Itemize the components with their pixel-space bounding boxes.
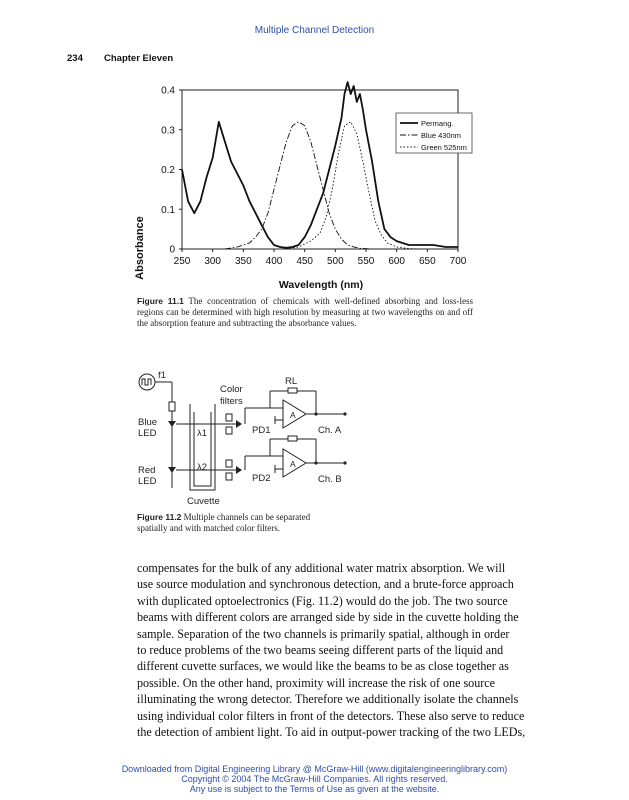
text-line: the detection of ambient light. To aid in output-power tracking of the two LEDs, xyxy=(137,725,526,740)
figure-11-2-caption xyxy=(137,512,352,534)
text-line: use source modulation and synchronous detection, and a brute-force approach xyxy=(137,577,514,592)
text-line: compensates for the bulk of any additional water matrix absorption. We will xyxy=(137,561,506,575)
color-filters-label-2: filters xyxy=(220,396,243,407)
footer-download-link[interactable]: Downloaded from Digital Engineering Library @ McGraw-Hill (www.digitalengineeringlibrary.com) xyxy=(121,764,508,774)
page-number: 234 xyxy=(67,53,83,64)
x-tick-label: 350 xyxy=(234,256,252,267)
y-tick-label: 0.4 xyxy=(161,85,175,97)
feedback-resistor-a xyxy=(288,388,297,393)
y-tick-label: 0 xyxy=(169,244,175,256)
red-led-label-2: LED xyxy=(138,476,157,487)
text-line: using individual color filters in front of the detectors. These also serve to reduce xyxy=(137,708,525,723)
series-line-1 xyxy=(225,122,372,249)
chapter-title: Chapter Eleven xyxy=(104,53,174,64)
caption-line: spatially and with matched color filters. xyxy=(137,523,280,533)
y-axis-label: Absorbance xyxy=(134,216,146,280)
feedback-resistor-b xyxy=(288,436,297,441)
x-tick-label: 650 xyxy=(418,256,436,267)
x-tick-label: 700 xyxy=(449,256,467,267)
x-tick-label: 450 xyxy=(296,256,314,267)
f1-label: f1 xyxy=(158,370,166,381)
photodiode-1-icon xyxy=(236,420,242,428)
y-tick-label: 0.2 xyxy=(161,165,175,176)
text-line: with duplicated optoelectronics (Fig. 11.2) would do the job. The two source xyxy=(137,593,508,608)
x-tick-label: 250 xyxy=(173,256,191,267)
caption-line: at two wavelengths on and off the absorption feature and subtracting the xyxy=(137,307,473,328)
body-paragraph xyxy=(137,560,572,740)
color-filter-1b xyxy=(226,427,232,434)
running-header: Multiple Channel Detection xyxy=(254,25,375,36)
blue-led-label: Blue xyxy=(138,417,158,428)
amp-a-label: A xyxy=(290,410,296,420)
color-filters-label: Color xyxy=(220,384,243,395)
x-tick-label: 550 xyxy=(357,256,375,267)
cuvette-label: Cuvette xyxy=(187,496,220,507)
color-filter-2b xyxy=(226,473,232,480)
chart-legend xyxy=(396,113,472,153)
channel-a-label: Ch. A xyxy=(318,425,342,436)
x-tick-label: 600 xyxy=(388,256,406,267)
figure-11-1-label: Figure 11.1 xyxy=(137,296,184,306)
caption-line: and loss-less regions can be determined with high resolution by measuring xyxy=(137,296,473,317)
two-channel-circuit-diagram xyxy=(130,364,360,512)
legend-label: Permang. xyxy=(421,119,454,128)
caption-line: absorbance values. xyxy=(288,318,357,328)
footer-copyright: Copyright © 2004 The McGraw-Hill Companies. All rights reserved. xyxy=(181,774,448,784)
led-resistor xyxy=(169,402,175,411)
x-tick-label: 400 xyxy=(265,256,283,267)
pd1-label: PD1 xyxy=(252,425,271,436)
figure-11-2-label: Figure 11.2 xyxy=(137,512,182,522)
color-filter-1 xyxy=(226,414,232,421)
absorbance-chart xyxy=(130,80,480,295)
pd2-label: PD2 xyxy=(252,473,271,484)
lambda-1-label: λ1 xyxy=(197,428,208,439)
text-line: illuminating the wrong detector. Therefore we additionally isolate the channels xyxy=(137,692,519,707)
text-line: different cuvette surfaces, we would like the beams to be as close together as xyxy=(137,659,509,674)
caption-line: Multiple channels can be separated xyxy=(183,512,311,522)
photodiode-2-icon xyxy=(236,466,242,474)
x-axis-label: Wavelength (nm) xyxy=(278,279,364,291)
red-led-label: Red xyxy=(138,465,156,476)
color-filter-2 xyxy=(226,460,232,467)
figure-11-1-caption xyxy=(137,296,473,329)
footer-terms: Any use is subject to the Terms of Use as given at the website. xyxy=(189,784,440,794)
series-line-0 xyxy=(182,82,458,248)
channel-b-label: Ch. B xyxy=(318,474,342,485)
oscillator-icon xyxy=(139,374,155,390)
y-tick-label: 0.3 xyxy=(161,125,175,137)
chart-series-group xyxy=(182,82,458,249)
legend-label: Green 525nm xyxy=(421,143,467,152)
x-tick-label: 500 xyxy=(326,256,344,267)
caption-line: The concentration of chemicals with well-defined absorbing xyxy=(188,296,421,306)
x-tick-label: 300 xyxy=(204,256,222,267)
rl-label: RL xyxy=(285,376,298,387)
text-line: to reduce problems of the two beams seeing different parts of the liquid and xyxy=(137,643,504,658)
lambda-2-label: λ2 xyxy=(197,462,208,473)
text-line: possible. On the other hand, proximity will increase the risk of one source xyxy=(137,675,496,690)
blue-led-label-2: LED xyxy=(138,428,157,439)
amp-b-label: A xyxy=(290,459,296,469)
y-tick-label: 0.1 xyxy=(161,204,175,216)
text-line: beams with different colors are arranged side by side in the cuvette holding the xyxy=(137,610,519,625)
legend-label: Blue 430nm xyxy=(421,131,462,140)
text-line: sample. Separation of the two channels is primarily spatial, although in order xyxy=(137,626,510,641)
